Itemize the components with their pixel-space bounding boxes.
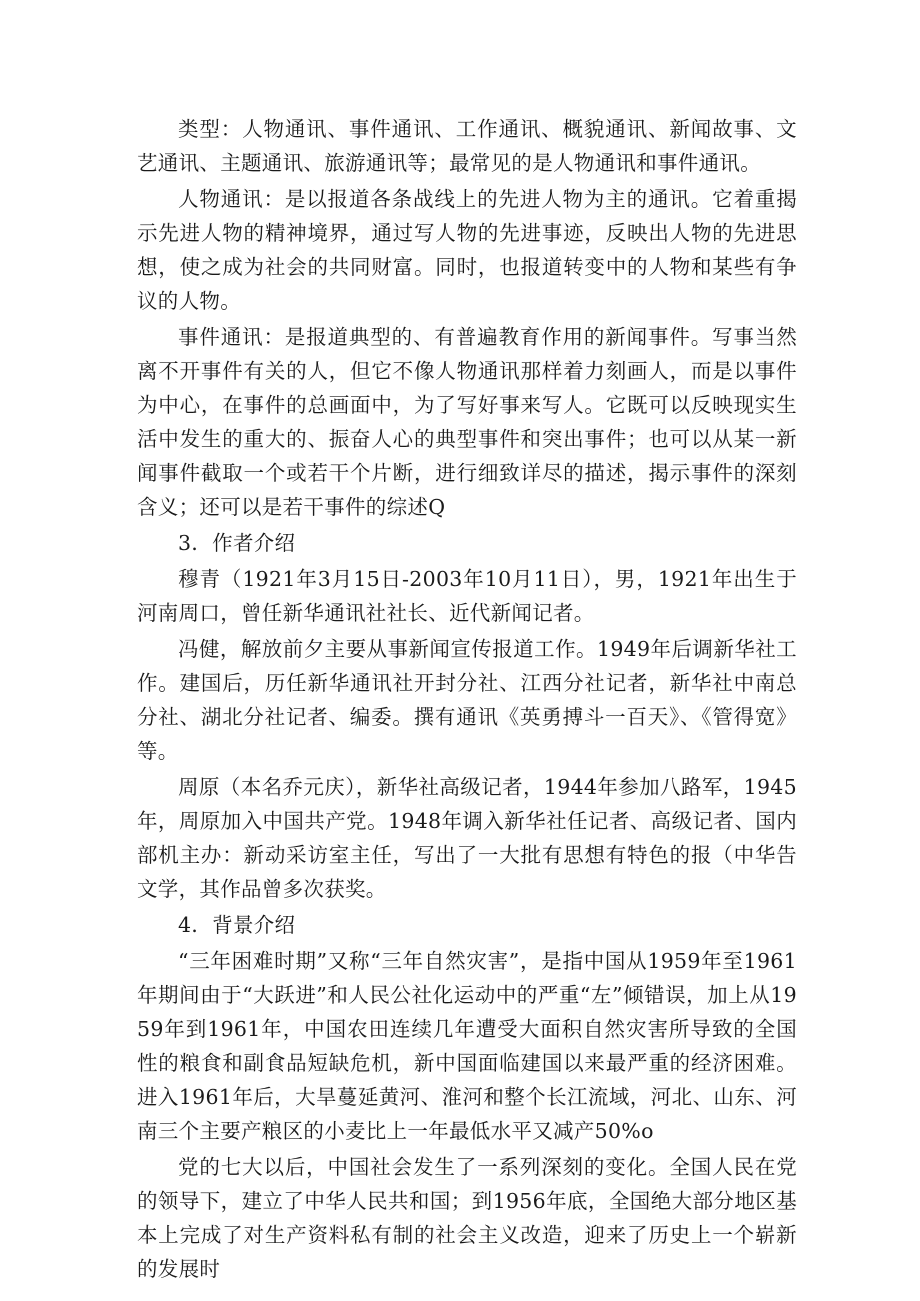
paragraph-event-report [137, 320, 797, 524]
paragraph-seventh-congress: 党的七大以后，中国社会发生了一系列深刻的变化。全国人民在党的领导下，建立了中华人民共和国；到1956年底，全国绝大部分地区基本上完成了对生产资料私有制的社会主义改造，迎来了历史上一个崭新的发展时 [137, 1155, 797, 1281]
section-heading-background: 4．背景介绍 [178, 913, 296, 937]
term-person-report: 人物通讯： [178, 187, 285, 211]
paragraph-fengjian: 冯健，解放前夕主要从事新闻宣传报道工作。1949年后调新华社工作。建国后，历任新华通讯社开封分社、江西分社记者，新华社中南总分社、湖北分社记者、编委。撰有通讯《英勇搏斗一百天》、《管得宽》等。 [137, 637, 797, 763]
paragraph-types [137, 112, 797, 180]
paragraph-person-report [137, 182, 797, 318]
person-report-text: 是以报道各条战线上的先进人物为主的通讯。它着重揭示先进人物的精神境界，通过写人物的先进事迹，反映出人物的先进思想，使之成为社会的共同财富。同时，也报道转变中的人物和某些有争议的人物。 [137, 187, 798, 313]
paragraph-three-years: “三年困难时期”又称“三年自然灾害”，是指中国从1959年至1961年期间由于“大跃进”和人民公社化运动中的严重“左”倾错误，加上从1959年到1961年，中国农田连续几年遭受大面积自然灾害所导致的全国性的粮食和副食品短缺危机，新中国面临建国以来最严重的经济困难。进入1961年后，大旱蔓延黄河、淮河和整个长江流域，河北、山东、河南三个主要产粮区的小麦比上一年最低水平又减产50%o [137, 949, 797, 1143]
section-heading-author: 3．作者介绍 [178, 531, 296, 555]
paragraph-muqing: 穆青（1921年3月15日-2003年10月11日），男，1921年出生于河南周口，曾任新华通讯社社长、近代新闻记者。 [137, 567, 797, 625]
document-body [137, 112, 797, 1286]
term-types: 类型： [178, 117, 243, 141]
event-report-text: 是报道典型的、有普遍教育作用的新闻事件。写事当然离不开事件有关的人，但它不像人物通讯那样着力刻画人，而是以事件为中心，在事件的总画面中，为了写好事来写人。它既可以反映现实生活中发生的重大的、振奋人心的典型事件和突出事件；也可以从某一新闻事件截取一个或若干个片断，进行细致详尽的描述，揭示事件的深刻含义；还可以是若干事件的综述Q [137, 325, 798, 519]
types-text: 人物通讯、事件通讯、工作通讯、概貌通讯、新闻故事、文艺通讯、主题通讯、旅游通讯等；最常见的是人物通讯和事件通讯。 [137, 117, 797, 175]
paragraph-zhouyuan: 周原（本名乔元庆），新华社高级记者，1944年参加八路军，1945年，周原加入中国共产党。1948年调入新华社任记者、高级记者、国内部机主办：新动采访室主任，写出了一大批有思想有特色的报（中华告文学，其作品曾多次获奖。 [137, 775, 797, 901]
term-event-report: 事件通讯： [178, 325, 285, 349]
